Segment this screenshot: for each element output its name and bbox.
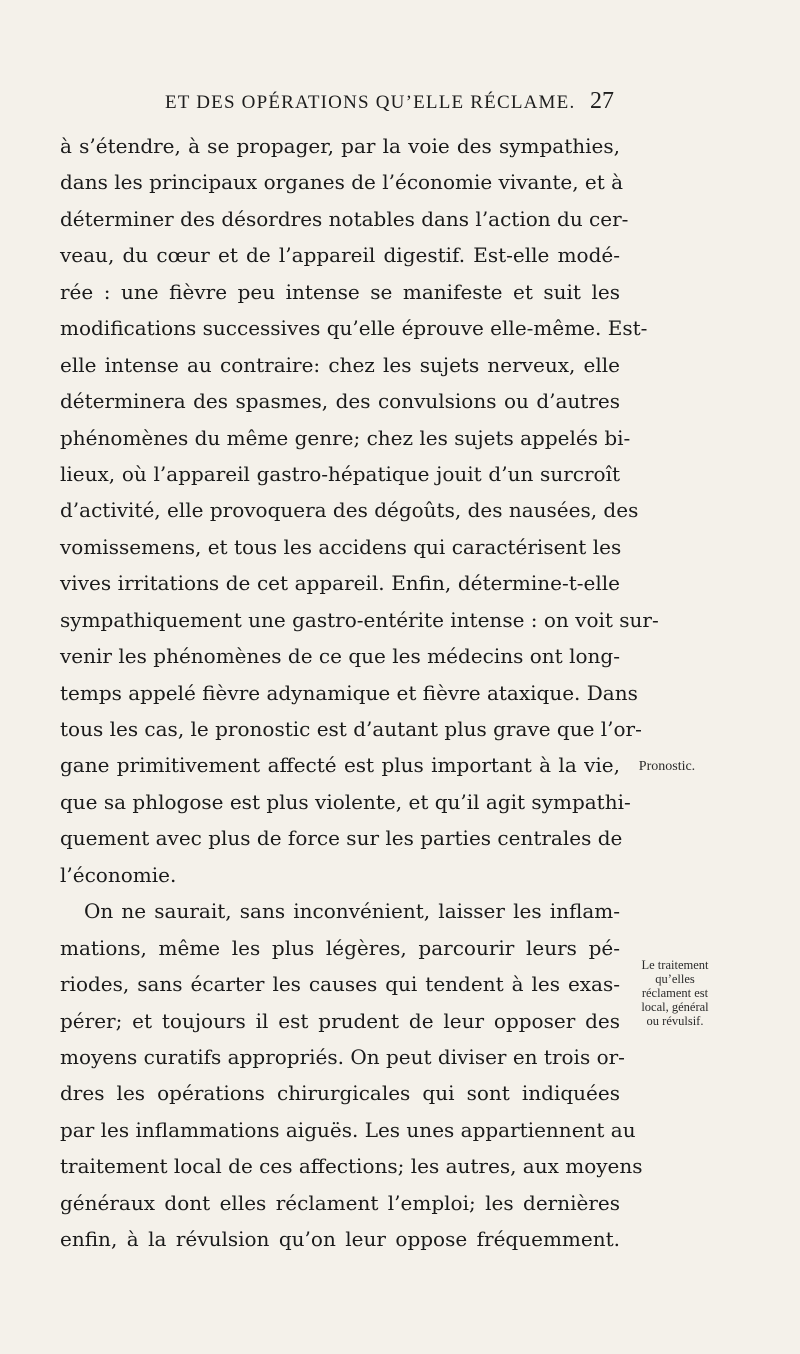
text-line: pérer; et toujours il est prudent de leur opposer des — [60, 1008, 620, 1033]
body-text — [60, 128, 659, 1258]
text-line: modifications successives qu’elle éprouve elle-même. Est- — [60, 316, 648, 341]
text-line: veau, du cœur et de l’appareil digestif. Est-elle modé- — [60, 243, 620, 268]
text-line: venir les phénomènes de ce que les médecins ont long- — [60, 644, 620, 669]
running-title: ET DES OPÉRATIONS QU’ELLE RÉCLAME. — [165, 92, 576, 113]
text-line: On ne saurait, sans inconvénient, laisser les inflam- — [84, 899, 620, 924]
text-line: sympathiquement une gastro-entérite intense : on voit sur- — [60, 607, 659, 632]
text-line: traitement local de ces affections; les autres, aux moyens — [60, 1154, 643, 1179]
text-line: dres les opérations chirurgicales qui sont indiquées — [60, 1081, 620, 1106]
text-line: riodes, sans écarter les causes qui tendent à les exas- — [60, 972, 620, 997]
text-line: mations, même les plus légères, parcourir leurs pé- — [60, 935, 620, 960]
text-line: lieux, où l’appareil gastro-hépatique jouit d’un surcroît — [60, 461, 620, 486]
text-line: déterminera des spasmes, des convulsions ou d’autres — [60, 389, 620, 414]
margin-note-line: Le traitement — [641, 958, 709, 972]
text-line: rée : une fièvre peu intense se manifeste et suit les — [60, 279, 620, 304]
running-head — [0, 88, 800, 122]
text-line: à s’étendre, à se propager, par la voie des sympathies, — [60, 134, 620, 158]
text-line: quement avec plus de force sur les parties centrales de — [60, 826, 623, 851]
text-line: déterminer des désordres notables dans l’action du cer- — [60, 206, 629, 231]
text-line: elle intense au contraire: chez les sujets nerveux, elle — [60, 352, 620, 377]
text-line: moyens curatifs appropriés. On peut diviser en trois or- — [60, 1044, 625, 1069]
margin-note-line: qu’elles — [655, 972, 695, 986]
margin-note-pronostic: Pronostic. — [638, 759, 696, 774]
text-line: dans les principaux organes de l’économie vivante, et à — [60, 170, 624, 195]
page-number: 27 — [590, 88, 614, 114]
text-line: l’économie. — [60, 862, 177, 887]
margin-note-line: ou révulsif. — [646, 1014, 704, 1028]
margin-note-line: local, général — [641, 1000, 709, 1014]
text-line: tous les cas, le pronostic est d’autant plus grave que l’or- — [60, 717, 642, 741]
text-line: temps appelé fièvre adynamique et fièvre ataxique. Dans — [60, 680, 638, 705]
margin-note-line: réclament est — [641, 986, 709, 1000]
text-line: phénomènes du même genre; chez les sujets appelés bi- — [60, 425, 631, 450]
text-line: enfin, à la révulsion qu’on leur oppose fréquemment. — [60, 1227, 620, 1252]
text-line: vives irritations de cet appareil. Enfin, détermine-t-elle — [60, 571, 620, 596]
text-line: d’activité, elle provoquera des dégoûts, des nausées, des — [60, 498, 639, 523]
text-line: par les inflammations aiguës. Les unes appartiennent au — [60, 1117, 636, 1142]
text-line: vomissemens, et tous les accidens qui caractérisent les — [60, 534, 622, 559]
text-line: que sa phlogose est plus violente, et qu’il agit sympathi- — [60, 789, 631, 814]
margin-note-traitement — [634, 958, 716, 1028]
text-line: gane primitivement affecté est plus important à la vie, — [60, 753, 620, 778]
text-line: généraux dont elles réclament l’emploi; les dernières — [60, 1190, 620, 1215]
